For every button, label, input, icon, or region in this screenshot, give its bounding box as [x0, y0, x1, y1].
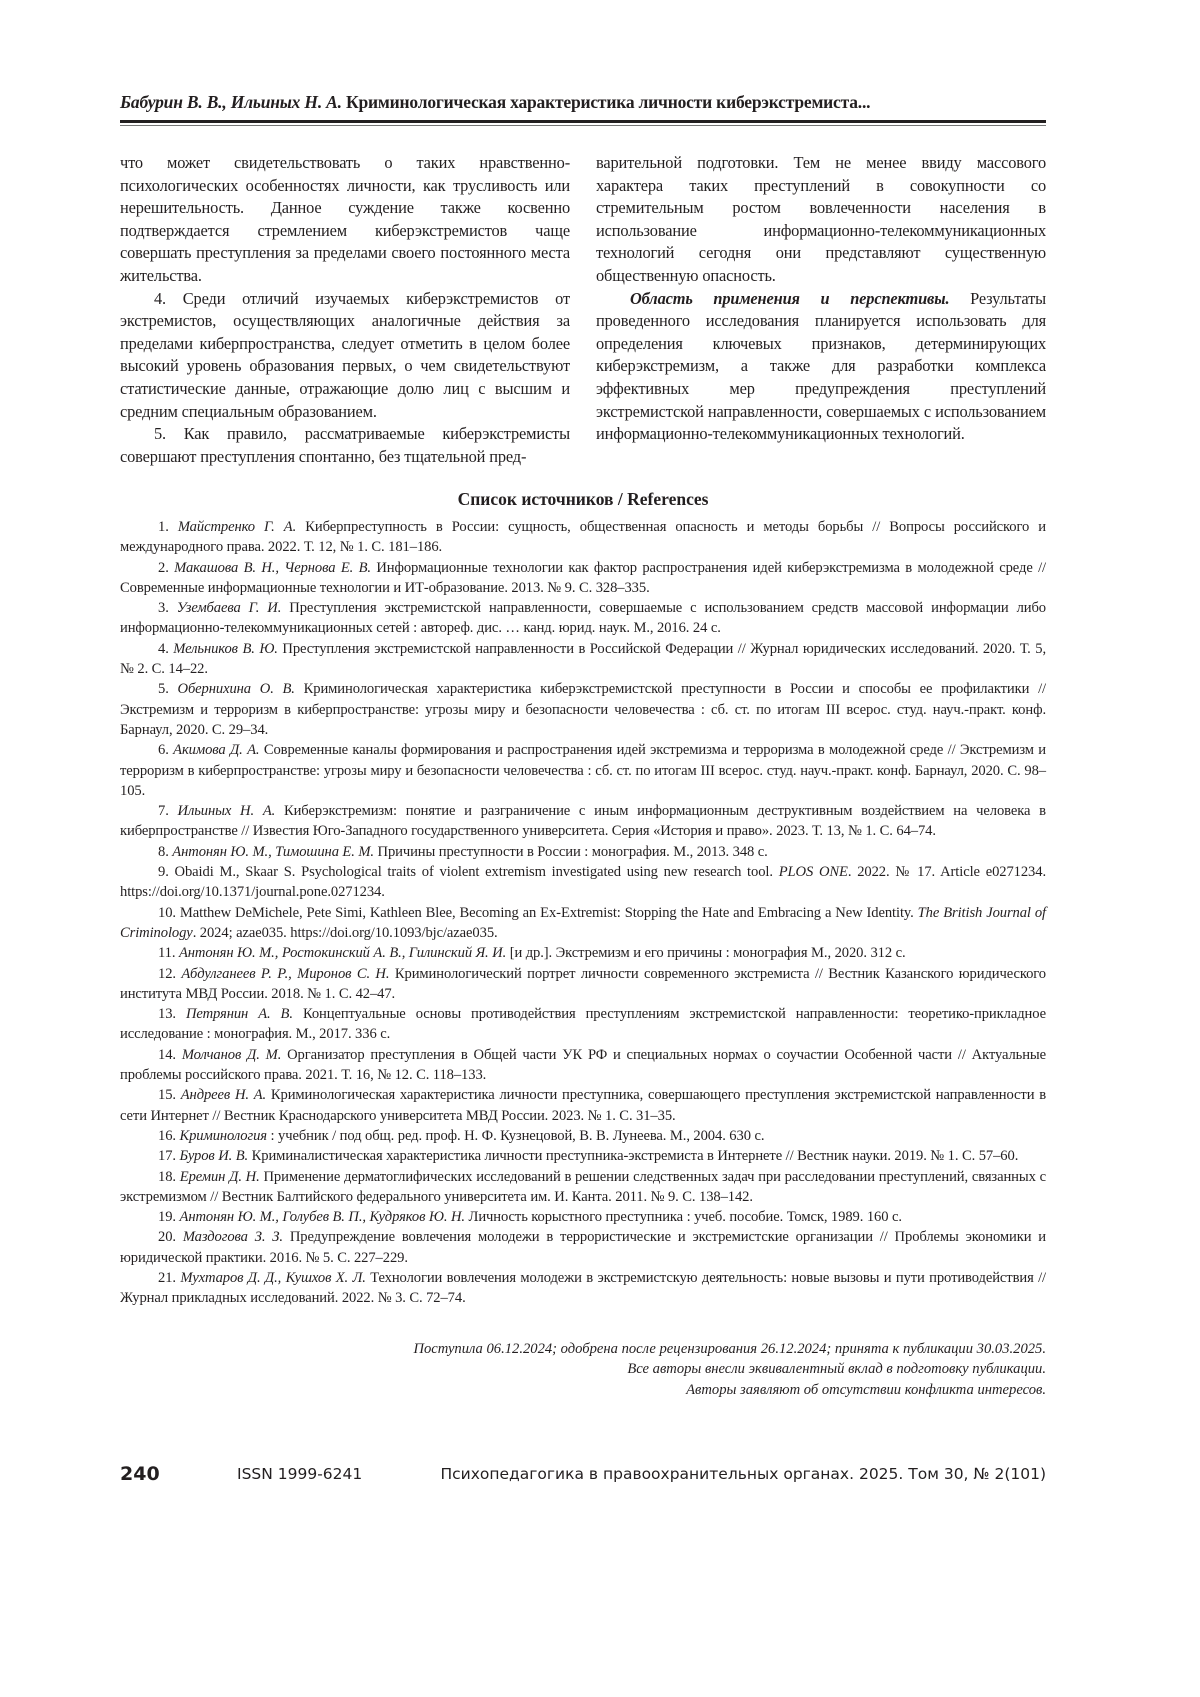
reference-italic: Узембаева Г. И. — [177, 600, 282, 616]
page-number: 240 — [120, 1463, 160, 1485]
reference-item — [120, 517, 1046, 558]
reference-text: [и др.]. Экстремизм и его причины : монография М., 2020. 312 с. — [506, 945, 905, 961]
reference-italic: Андреев Н. А. — [181, 1087, 266, 1103]
reference-italic: PLOS ONE — [779, 864, 848, 880]
reference-item — [120, 1045, 1046, 1086]
issn: ISSN 1999-6241 — [237, 1465, 362, 1483]
paragraph: варительной подготовки. Тем не менее ввиду массового характера таких преступлений в совокупности со стремительным ростом вовлеченности населения в использование информационно-телекоммуникационных технологий сегодня они представляют существенную общественную опасность. — [596, 152, 1046, 288]
reference-item — [120, 1126, 1046, 1146]
reference-text: Личность корыстного преступника : учеб. пособие. Томск, 1989. 160 с. — [465, 1209, 902, 1225]
reference-italic: Петрянин А. В. — [186, 1006, 293, 1022]
reference-item — [120, 903, 1046, 944]
dates-note: Поступила 06.12.2024; одобрена после рецензирования 26.12.2024; принята к публикации 30.03.2025. — [120, 1339, 1046, 1359]
reference-item — [120, 1227, 1046, 1268]
section-lead: Область применения и перспективы. — [630, 289, 949, 308]
journal-title: Психопедагогика в правоохранительных органах. 2025. Том 30, № 2(101) — [440, 1465, 1046, 1483]
reference-text: Причины преступности в России : монография. М., 2013. 348 с. — [374, 844, 768, 860]
reference-item — [120, 639, 1046, 680]
reference-text: 1. — [158, 519, 178, 535]
reference-italic: Ильиных Н. А. — [178, 803, 276, 819]
reference-item — [120, 740, 1046, 801]
reference-italic: Антонян Ю. М., Тимошина Е. М. — [172, 844, 374, 860]
reference-text: 6. — [158, 742, 173, 758]
reference-text: Современные каналы формирования и распространения идей экстремизма и терроризма в молодежной среде // Экстремизм и терроризм в киберпространстве: угрозы миру и безопасности человечества : сб. ст. по итогам III всерос. студ. науч.-практ. конф. Барнаул, 2020. С. 98–105. — [120, 742, 1046, 799]
running-header — [120, 92, 1046, 113]
reference-item — [120, 842, 1046, 862]
reference-text: 21. — [158, 1270, 180, 1286]
reference-text: 7. — [158, 803, 178, 819]
reference-text: 18. — [158, 1169, 180, 1185]
reference-text: Криминологическая характеристика личности преступника, совершающего преступления экстремистской направленности в сети Интернет // Вестник Краснодарского университета МВД России. 2023. № 1. С. 31–35. — [120, 1087, 1046, 1123]
reference-italic: Акимова Д. А. — [173, 742, 259, 758]
reference-italic: Антонян Ю. М., Ростокинский А. В., Гилинский Я. И. — [179, 945, 506, 961]
reference-item — [120, 801, 1046, 842]
reference-item — [120, 862, 1046, 903]
reference-item — [120, 1085, 1046, 1126]
reference-italic: Макашова В. Н., Чернова Е. В. — [174, 560, 371, 576]
reference-item — [120, 1146, 1046, 1166]
reference-item — [120, 679, 1046, 740]
reference-italic: Абдулганеев Р. Р., Миронов С. Н. — [181, 966, 389, 982]
reference-text: Информационные технологии как фактор распространения идей киберэкстремизма в молодежной среде // Современные информационные технологии и ИТ-образование. 2013. № 9. С. 328–335. — [120, 560, 1046, 596]
header-title: Криминологическая характеристика личности киберэкстремиста... — [346, 92, 870, 112]
reference-text: 8. — [158, 844, 172, 860]
reference-italic: Еремин Д. Н. — [180, 1169, 260, 1185]
reference-italic: Криминология — [180, 1128, 267, 1144]
reference-italic: Мухтаров Д. Д., Кушхов Х. Л. — [180, 1270, 365, 1286]
reference-item — [120, 1167, 1046, 1208]
reference-item — [120, 1207, 1046, 1227]
reference-item — [120, 598, 1046, 639]
reference-text: Криминологический портрет личности современного экстремиста // Вестник Казанского юридического института МВД России. 2018. № 1. С. 42–47. — [120, 966, 1046, 1002]
reference-text: 12. — [158, 966, 181, 982]
reference-italic: Молчанов Д. М. — [182, 1047, 281, 1063]
reference-text: . 2022. № 17. Article e0271234. https://doi.org/10.1371/journal.pone.0271234. — [120, 864, 1046, 900]
reference-item — [120, 1268, 1046, 1309]
reference-italic: The British Journal of Criminology — [120, 905, 1046, 941]
reference-text: 11. — [158, 945, 179, 961]
reference-text: 14. — [158, 1047, 182, 1063]
publication-notes — [120, 1339, 1046, 1400]
reference-italic: Буров И. В. — [180, 1148, 249, 1164]
reference-italic: Майстренко Г. А. — [178, 519, 296, 535]
left-column — [120, 152, 570, 468]
reference-item — [120, 964, 1046, 1005]
header-rule — [120, 120, 1046, 123]
reference-text: Предупреждение вовлечения молодежи в террористические и экстремистские организации // Проблемы экономики и юридической практики. 2016. № 5. С. 227–229. — [120, 1229, 1046, 1265]
reference-italic: Маздогова З. З. — [183, 1229, 283, 1245]
paragraph: 4. Среди отличий изучаемых киберэкстремистов от экстремистов, осуществляющих аналогичные действия за пределами киберпространства, следует отметить в целом более высокий уровень образования первых, о чем свидетельствуют статистические данные, отражающие долю лиц с высшим и средним специальным образованием. — [120, 288, 570, 424]
references-heading: Список источников / References — [120, 489, 1046, 510]
paragraph: что может свидетельствовать о таких нравственно-психологических особенностях личности, как трусливость или нерешительность. Данное суждение также косвенно подтверждается стремлением киберэкстремистов чаще совершать преступления за пределами своего постоянного места жительства. — [120, 152, 570, 288]
reference-text: Киберэкстремизм: понятие и разграничение с иным информационным деструктивным воздействием на человека в киберпространстве // Известия Юго-Западного государственного университета. Серия «История и право». 2023. Т. 13, № 1. С. 64–74. — [120, 803, 1046, 839]
reference-text: Организатор преступления в Общей части УК РФ и специальных нормах о соучастии Особенной части // Актуальные проблемы российского права. 2021. Т. 16, № 12. С. 118–133. — [120, 1047, 1046, 1083]
reference-text: 10. Matthew DeMichele, Pete Simi, Kathleen Blee, Becoming an Ex-Extremist: Stopping the Hate and Embracing a New Identity. — [158, 905, 918, 921]
reference-text: Концептуальные основы противодействия преступлениям экстремистской направленности: теоретико-прикладное исследование : монография. М., 2017. 336 с. — [120, 1006, 1046, 1042]
reference-text: 9. Obaidi M., Skaar S. Psychological traits of violent extremism investigated using new research tool. — [158, 864, 779, 880]
reference-text: 16. — [158, 1128, 180, 1144]
reference-text: . 2024; azae035. https://doi.org/10.1093/bjc/azae035. — [193, 925, 498, 941]
reference-text: 5. — [158, 681, 178, 697]
reference-text: Технологии вовлечения молодежи в экстремистскую деятельность: новые вызовы и пути противодействия // Журнал прикладных исследований. 2022. № 3. С. 72–74. — [120, 1270, 1046, 1306]
reference-text: Преступления экстремистской направленности в Российской Федерации // Журнал юридических исследований. 2020. Т. 5, № 2. С. 14–22. — [120, 641, 1046, 677]
reference-item — [120, 943, 1046, 963]
right-column — [596, 152, 1046, 446]
reference-text: 3. — [158, 600, 177, 616]
reference-text: 4. — [158, 641, 173, 657]
reference-item — [120, 1004, 1046, 1045]
reference-italic: Антонян Ю. М., Голубев В. П., Кудряков Ю. Н. — [180, 1209, 465, 1225]
reference-italic: Мельников В. Ю. — [173, 641, 278, 657]
paragraph-scope — [596, 288, 1046, 446]
reference-italic: Обернихина О. В. — [178, 681, 295, 697]
reference-text: 17. — [158, 1148, 180, 1164]
header-rule-thin — [120, 125, 1046, 126]
reference-text: 15. — [158, 1087, 181, 1103]
reference-text: 13. — [158, 1006, 186, 1022]
reference-text: 20. — [158, 1229, 183, 1245]
reference-text: 19. — [158, 1209, 180, 1225]
reference-text: Преступления экстремистской направленности, совершаемые с использованием средств массовой информации либо информационно-телекоммуникационных сетей : автореф. дис. … канд. юрид. наук. М., 2016. 24 с. — [120, 600, 1046, 636]
reference-text: Киберпреступность в России: сущность, общественная опасность и методы борьбы // Вопросы российского и международного права. 2022. Т. 12, № 1. С. 181–186. — [120, 519, 1046, 555]
reference-text: Применение дерматоглифических исследований в решении следственных задач при расследовании преступлений, связанных с экстремизмом // Вестник Балтийского федерального университета им. И. Канта. 2011. № 9. С. 138–142. — [120, 1169, 1046, 1205]
reference-text: Криминологическая характеристика киберэкстремистской преступности в России и способы ее профилактики // Экстремизм и терроризм в киберпространстве: угрозы миру и безопасности человечества : сб. ст. по итогам III всерос. студ. науч.-практ. конф. Барнаул, 2020. С. 29–34. — [120, 681, 1046, 738]
reference-text: Криминалистическая характеристика личности преступника-экстремиста в Интернете // Вестник науки. 2019. № 1. С. 57–60. — [248, 1148, 1018, 1164]
paragraph: 5. Как правило, рассматриваемые киберэкстремисты совершают преступления спонтанно, без тщательной пред- — [120, 423, 570, 468]
reference-item — [120, 558, 1046, 599]
reference-text: : учебник / под общ. ред. проф. Н. Ф. Кузнецовой, В. В. Лунеева. М., 2004. 630 с. — [267, 1128, 764, 1144]
references-list — [120, 517, 1046, 1309]
header-authors: Бабурин В. В., Ильиных Н. А. — [120, 92, 342, 112]
contribution-note: Все авторы внесли эквивалентный вклад в подготовку публикации. — [120, 1359, 1046, 1379]
reference-text: 2. — [158, 560, 174, 576]
paragraph-text: Результаты проведенного исследования планируется использовать для определения ключевых признаков, детерминирующих киберэкстремизм, а также для разработки комплекса эффективных мер предупреждения преступлений экстремистской направленности, совершаемых с использованием информационно-телекоммуникационных технологий. — [596, 289, 1046, 444]
conflict-note: Авторы заявляют об отсутствии конфликта интересов. — [120, 1380, 1046, 1400]
